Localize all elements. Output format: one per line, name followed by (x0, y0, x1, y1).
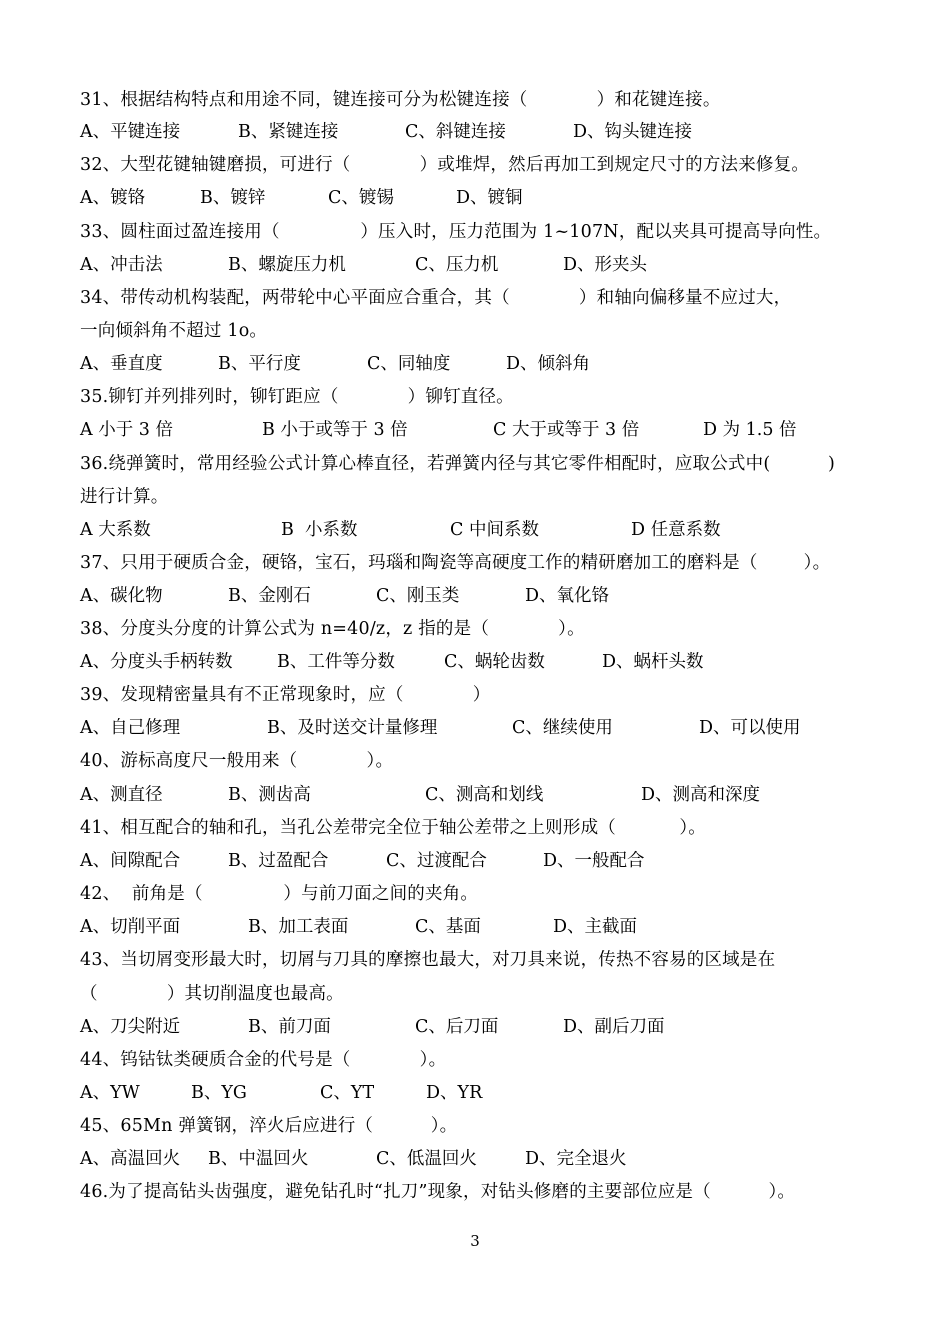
options-35 (80, 418, 880, 442)
option-a: A、分度头手柄转数 (80, 652, 233, 672)
option-d: D、钩头键连接 (573, 122, 693, 142)
option-c: C 大于或等于 3 倍 (493, 420, 640, 440)
options-32 (80, 186, 880, 210)
question-31: 31、根据结构特点和用途不同，键连接可分为松键连接（ ）和花键连接。 (80, 90, 721, 110)
option-c: C、YT (320, 1083, 375, 1103)
option-c: C、镀锡 (328, 188, 394, 208)
options-39 (80, 716, 880, 740)
option-d: D、可以使用 (699, 718, 801, 738)
option-c: C、蜗轮齿数 (444, 652, 545, 672)
option-b: B、测齿高 (228, 785, 311, 805)
option-c: C、继续使用 (512, 718, 613, 738)
option-a: A、测直径 (80, 785, 163, 805)
options-42 (80, 915, 880, 939)
options-37 (80, 584, 880, 608)
question-43: 43、当切屑变形最大时，切屑与刀具的摩擦也最大，对刀具来说，传热不容易的区域是在 (80, 950, 776, 970)
option-b: B 小系数 (281, 520, 358, 540)
option-d: D、氧化铬 (525, 586, 610, 606)
option-a: A、自己修理 (80, 718, 181, 738)
option-d: D、镀铜 (456, 188, 523, 208)
option-d: D、主截面 (553, 917, 638, 937)
option-a: A、垂直度 (80, 354, 163, 374)
option-d: D、副后刀面 (563, 1017, 665, 1037)
option-d: D、测高和深度 (641, 785, 761, 805)
question-36: 36.绕弹簧时，常用经验公式计算心棒直径，若弹簧内径与其它零件相配时，应取公式中( ) (80, 454, 836, 474)
option-b: B、紧键连接 (238, 122, 339, 142)
option-b: B、镀锌 (200, 188, 266, 208)
option-b: B、加工表面 (248, 917, 349, 937)
option-d: D、形夹头 (563, 255, 648, 275)
option-a: A、碳化物 (80, 586, 163, 606)
options-43 (80, 1015, 880, 1039)
options-40 (80, 783, 880, 807)
option-a: A、镀铬 (80, 188, 146, 208)
option-a: A、YW (80, 1083, 140, 1103)
question-33: 33、圆柱面过盈连接用（ ）压入时，压力范围为 1~107N，配以夹具可提高导向性。 (80, 222, 832, 242)
option-b: B、及时送交计量修理 (267, 718, 438, 738)
option-d: D、一般配合 (543, 851, 645, 871)
question-39: 39、发现精密量具有不正常现象时，应（ ） (80, 685, 491, 705)
option-d: D、蜗杆头数 (602, 652, 704, 672)
option-c: C、过渡配合 (386, 851, 487, 871)
question-37: 37、只用于硬质合金，硬铬，宝石，玛瑙和陶瓷等高硬度工作的精研磨加工的磨料是（ ）。 (80, 553, 831, 573)
question-42: 42、 前角是（ ）与前刀面之间的夹角。 (80, 884, 479, 904)
option-c: C 中间系数 (450, 520, 539, 540)
option-a: A、切削平面 (80, 917, 181, 937)
option-a: A、间隙配合 (80, 851, 181, 871)
options-44 (80, 1081, 880, 1105)
question-46: 46.为了提高钻头齿强度，避免钻孔时“扎刀”现象，对钻头修磨的主要部位应是（ ）。 (80, 1182, 796, 1202)
options-38 (80, 650, 880, 674)
page-number: 3 (470, 1232, 480, 1250)
question-40: 40、游标高度尺一般用来（ ）。 (80, 751, 394, 771)
option-b: B 小于或等于 3 倍 (262, 420, 408, 440)
option-c: C、低温回火 (376, 1149, 477, 1169)
option-a: A 大系数 (80, 520, 151, 540)
options-41 (80, 849, 880, 873)
question-36-continued: 进行计算。 (80, 487, 169, 507)
question-38: 38、分度头分度的计算公式为 n=40/z，z 指的是（ ）。 (80, 619, 585, 639)
options-36 (80, 518, 880, 542)
option-b: B、过盈配合 (228, 851, 329, 871)
option-c: C、同轴度 (367, 354, 451, 374)
option-d: D、YR (426, 1083, 483, 1103)
question-34: 34、带传动机构装配，两带轮中心平面应合重合，其（ ）和轴向偏移量不应过大， (80, 288, 792, 308)
question-45: 45、65Mn 弹簧钢，淬火后应进行（ ）。 (80, 1116, 458, 1136)
option-c: C、斜键连接 (405, 122, 506, 142)
option-b: B、平行度 (218, 354, 301, 374)
option-a: A、冲击法 (80, 255, 163, 275)
option-d: D 任意系数 (631, 520, 721, 540)
option-b: B、工件等分数 (277, 652, 395, 672)
question-35: 35.铆钉并列排列时，铆钉距应（ ）铆钉直径。 (80, 387, 514, 407)
option-c: C、后刀面 (415, 1017, 499, 1037)
options-45 (80, 1147, 880, 1171)
options-31 (80, 120, 880, 144)
options-34 (80, 352, 880, 376)
option-c: C、压力机 (415, 255, 499, 275)
question-43-continued: （ ）其切削温度也最高。 (80, 984, 344, 1004)
option-d: D、完全退火 (525, 1149, 627, 1169)
options-33 (80, 253, 880, 277)
option-d: D 为 1.5 倍 (703, 420, 797, 440)
option-a: A 小于 3 倍 (80, 420, 173, 440)
option-d: D、倾斜角 (506, 354, 591, 374)
option-c: C、基面 (415, 917, 481, 937)
option-a: A、高温回火 (80, 1149, 181, 1169)
option-b: B、前刀面 (248, 1017, 331, 1037)
option-b: B、中温回火 (208, 1149, 309, 1169)
option-b: B、YG (191, 1083, 247, 1103)
option-a: A、刀尖附近 (80, 1017, 181, 1037)
option-c: C、刚玉类 (376, 586, 460, 606)
question-32: 32、大型花键轴键磨损，可进行（ ）或堆焊，然后再加工到规定尺寸的方法来修复。 (80, 155, 810, 175)
option-b: B、螺旋压力机 (228, 255, 346, 275)
question-34-continued: 一向倾斜角不超过 1o。 (80, 321, 268, 341)
option-a: A、平键连接 (80, 122, 181, 142)
option-b: B、金刚石 (228, 586, 311, 606)
question-44: 44、钨钴钛类硬质合金的代号是（ ）。 (80, 1050, 447, 1070)
question-41: 41、相互配合的轴和孔，当孔公差带完全位于轴公差带之上则形成（ ）。 (80, 818, 707, 838)
option-c: C、测高和划线 (425, 785, 544, 805)
